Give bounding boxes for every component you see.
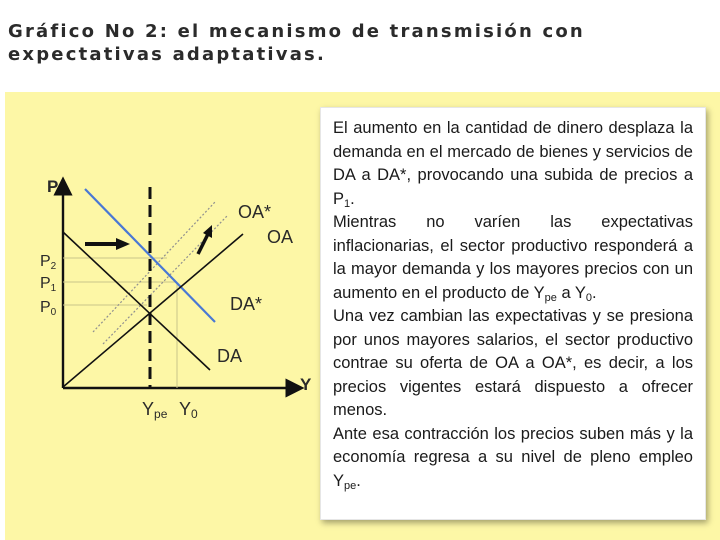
explanation-paragraph-4: Ante esa contracción los precios suben más y la economía regresa a su nivel de pleno empleo $Y_{pe}$.: [333, 424, 693, 492]
figure-panel: [5, 92, 720, 540]
x-axis-label: Y: [300, 375, 312, 394]
label-p0: P0: [40, 299, 57, 318]
supply-shift-arrow: [198, 234, 208, 254]
label-p1: P1: [40, 275, 57, 294]
explanation-box: [320, 107, 706, 520]
demand-shift-arrowhead: [116, 238, 130, 250]
label-da-shifted: DA*: [230, 294, 263, 314]
supply-demand-diagram: [5, 92, 320, 532]
label-p2: P2: [40, 253, 57, 272]
supply-shift-guide-upper: [93, 202, 215, 332]
explanation-paragraph-2: Mientras no varíen las expectativas inflacionarias, el sector productivo responderá a la mayor demanda y los mayores precios con un aumento en el producto de $Y_{pe}$ a $Y_0$.: [333, 213, 693, 304]
explanation-paragraph-1: El aumento en la cantidad de dinero desplaza la demanda en el mercado de bienes y servicios de DA a DA*, provocando una subida de precios a $P_1$.: [333, 119, 693, 210]
y-axis-label: P: [47, 177, 59, 196]
label-y0: Y0: [179, 399, 198, 421]
label-da: DA: [217, 346, 243, 366]
label-ype: Ype: [142, 399, 168, 421]
demand-curve: [63, 232, 210, 370]
explanation-paragraph-3: Una vez cambian las expectativas y se presiona por unos mayores salarios, el sector productivo contrae su oferta de OA a OA*, es decir, a los precios vigentes estará dispuesto a ofrecer menos.: [333, 307, 693, 419]
figure-title: Gráfico No 2: el mecanismo de transmisión con expectativas adaptativas.: [8, 21, 585, 65]
label-oa: OA: [267, 227, 294, 247]
label-oa-shifted: OA*: [238, 202, 272, 222]
